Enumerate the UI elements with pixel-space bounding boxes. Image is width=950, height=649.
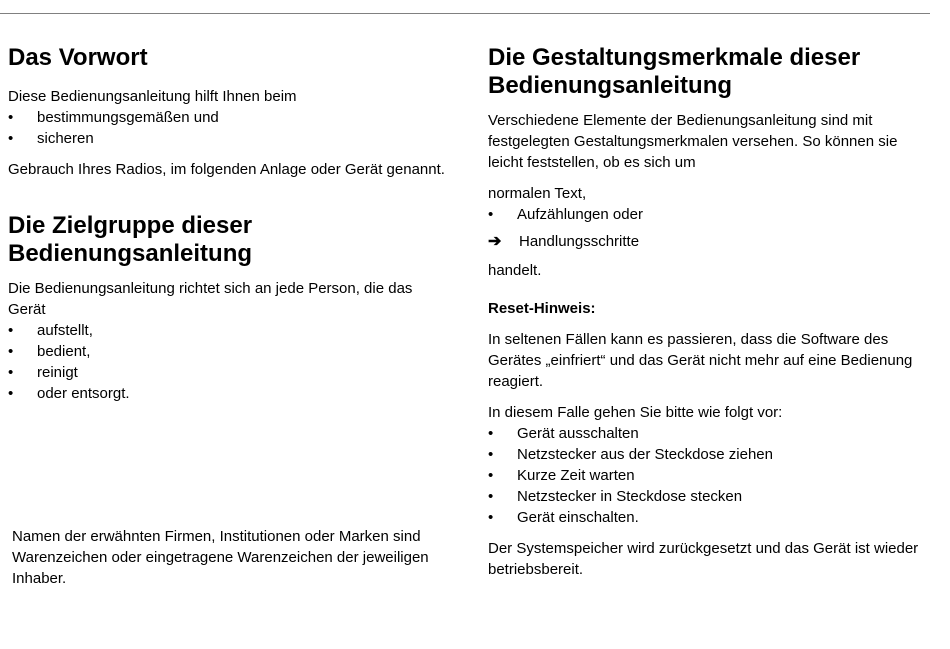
list-item-text: Handlungsschritte: [519, 233, 640, 250]
list-item: [8, 362, 448, 383]
header-rule: [0, 13, 930, 14]
list-item-text: bedient,: [37, 343, 91, 360]
list-item-text: Netzstecker aus der Steckdose ziehen: [517, 446, 773, 463]
list-item: [8, 341, 448, 362]
reset-steps-list: [488, 423, 928, 528]
bullet-icon: •: [8, 385, 14, 402]
foreword-bullet-list: [8, 107, 448, 149]
foreword-intro: Diese Bedienungsanleitung hilft Ihnen beim: [8, 88, 297, 105]
design-heading-line2: Bedienungsanleitung: [488, 72, 733, 99]
list-item-text: oder entsorgt.: [37, 385, 130, 402]
list-item-text: Gerät einschalten.: [517, 509, 639, 526]
list-item-text: reinigt: [37, 364, 78, 381]
list-item: [488, 231, 928, 252]
list-item-text: aufstellt,: [37, 322, 93, 339]
list-item-text: Netzstecker in Steckdose stecken: [517, 488, 743, 505]
list-item: [8, 383, 448, 404]
list-item: [488, 423, 928, 444]
left-column: [8, 44, 448, 404]
foreword-outro: Gebrauch Ihres Radios, im folgenden Anlage oder Gerät genannt.: [8, 161, 445, 178]
list-item-text: Kurze Zeit warten: [517, 467, 635, 484]
list-item: [488, 486, 928, 507]
design-normal-text: normalen Text,: [488, 185, 587, 202]
list-item-text: Aufzählungen oder: [517, 206, 643, 223]
bullet-icon: •: [488, 509, 494, 526]
audience-heading: [8, 212, 448, 268]
bullet-icon: •: [8, 109, 14, 126]
list-item: [488, 444, 928, 465]
bullet-icon: •: [8, 130, 14, 147]
list-item: [488, 507, 928, 528]
list-item-text: sicheren: [37, 130, 94, 147]
reset-text-2: In diesem Falle gehen Sie bitte wie folgt vor:: [488, 404, 783, 421]
trademark-note: Namen der erwähnten Firmen, Institutionen oder Marken sind Warenzeichen oder eingetragene Warenzeichen der jeweiligen Inhaber.: [12, 528, 429, 587]
audience-bullet-list: [8, 320, 448, 404]
arrow-right-icon: ➔: [488, 233, 502, 250]
reset-text-1: In seltenen Fällen kann es passieren, dass die Software des Gerätes „einfriert“ und das Gerät nicht mehr auf eine Bedienung reagiert.: [488, 331, 913, 390]
design-heading: [488, 44, 928, 100]
bullet-icon: •: [8, 364, 14, 381]
audience-intro: Die Bedienungsanleitung richtet sich an jede Person, die das Gerät: [8, 280, 413, 318]
design-example-list: [488, 204, 928, 252]
list-item: [8, 128, 448, 149]
foreword-heading: Das Vorwort: [8, 44, 148, 71]
list-item: [8, 107, 448, 128]
reset-heading: Reset-Hinweis:: [488, 300, 596, 317]
design-outro: handelt.: [488, 262, 542, 279]
list-item-text: Gerät ausschalten: [517, 425, 639, 442]
list-item: [8, 320, 448, 341]
bullet-icon: •: [488, 425, 494, 442]
right-column: [488, 44, 928, 580]
design-heading-line1: Die Gestaltungsmerkmale dieser: [488, 44, 861, 71]
bullet-icon: •: [488, 206, 494, 223]
bullet-icon: •: [488, 467, 494, 484]
list-item-text: bestimmungsgemäßen und: [37, 109, 219, 126]
bullet-icon: •: [488, 488, 494, 505]
audience-heading-line2: Bedienungsanleitung: [8, 240, 253, 267]
bullet-icon: •: [488, 446, 494, 463]
reset-outro: Der Systemspeicher wird zurückgesetzt und das Gerät ist wieder betriebsbereit.: [488, 540, 919, 578]
bullet-icon: •: [8, 322, 14, 339]
bullet-icon: •: [8, 343, 14, 360]
design-intro: Verschiedene Elemente der Bedienungsanleitung sind mit festgelegten Gestaltungsmerkmalen versehen. So können sie leicht feststellen, ob es sich um: [488, 112, 898, 171]
audience-heading-line1: Die Zielgruppe dieser: [8, 212, 253, 239]
list-item: [488, 465, 928, 486]
list-item: [488, 204, 928, 225]
